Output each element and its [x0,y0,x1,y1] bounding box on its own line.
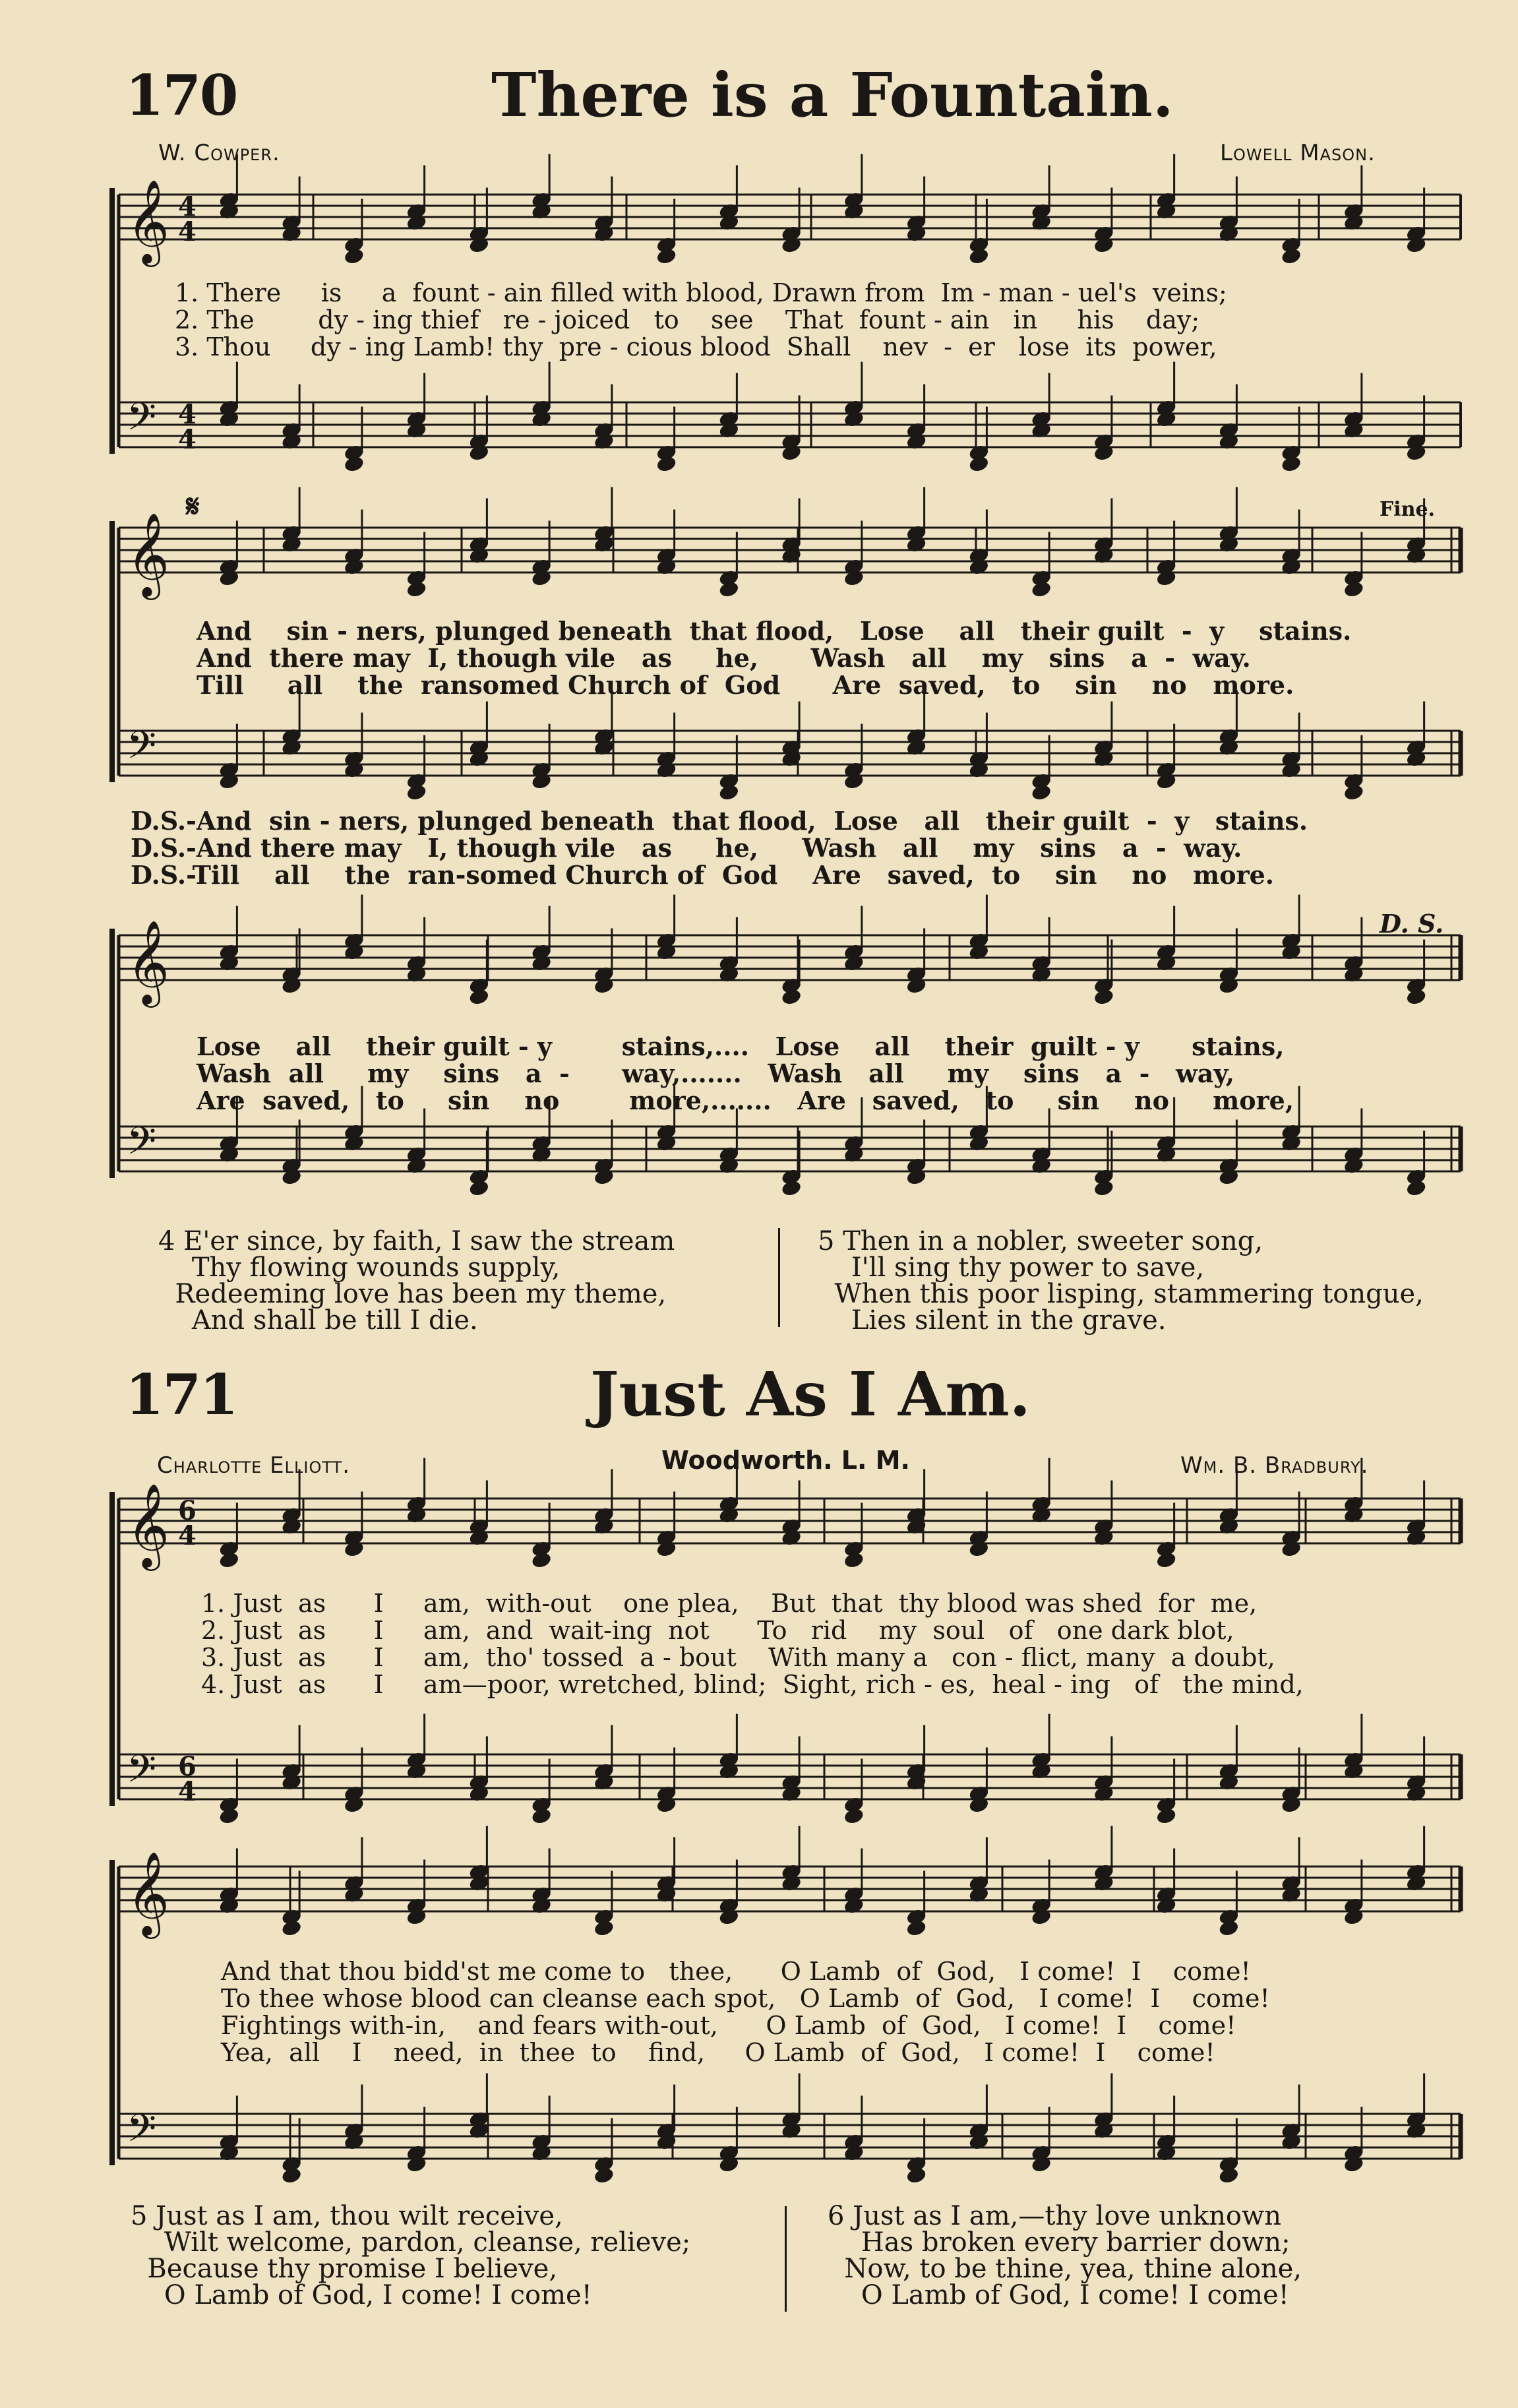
lyric-line: Yea, all I need, in thee to find, O Lamb of God, I come! I come! [221,2038,1215,2067]
hymn-171-composer: Wm. B. Bradbury. [1180,1452,1369,1479]
lyric-line: 2. Just as I am, and wait-ing not To rid my soul of one dark blot, [201,1616,1234,1645]
time-signature: 4 [178,399,197,430]
hymn-171-verse-lines [201,1591,1304,1697]
treble-clef: 𝄞 [127,512,170,596]
lyric-line: 2. The dy - ing thief re - joiced to see That fount - ain in his day; [175,305,1200,334]
fine-mark: Fine. [1380,498,1436,521]
hymn-171-title: Just As I Am. [590,1359,1031,1430]
stanza-line: Wilt welcome, pardon, cleanse, relieve; [131,2227,691,2258]
lyric-line: 3. Thou dy - ing Lamb! thy pre - cious blood Shall nev - er lose its power, [175,332,1217,361]
ds-lyric-lines [131,806,1308,890]
time-signature: 6 [178,1751,197,1782]
hymn-170-composer: Lowell Mason. [1220,140,1376,166]
stanza-line: Has broken every barrier down; [828,2227,1290,2258]
stanza-line: O Lamb of God, I come! I come! [828,2280,1289,2310]
hymn-171-tune: Woodworth. L. M. [661,1446,910,1475]
stanza-divider [778,1228,780,1327]
stanza-line: And shall be till I die. [158,1305,478,1336]
hymn-171-stanza-6 [828,2203,1302,2308]
stanza-line: Thy flowing wounds supply, [158,1252,561,1283]
bass-clef: 𝄢 [127,2106,157,2160]
lyric-line: D.S.-And sin - ners, plunged beneath that flood, Lose all their guilt - y stains. [131,806,1308,836]
bass-clef: 𝄢 [127,394,157,448]
lyric-line: 4. Just as I am—poor, wretched, blind; Sight, rich - es, heal - ing of the mind, [201,1670,1304,1699]
time-signature: 4 [178,1520,197,1551]
hymn-170-number: 170 [125,63,237,128]
hymn-171-number: 171 [125,1362,237,1427]
lyric-line: Till all the ransomed Church of God Are saved, to sin no more. [197,670,1294,700]
time-signature: 4 [178,424,197,455]
treble-clef: 𝄞 [127,1851,170,1935]
lyric-line: And that thou bidd'st me come to thee, O Lamb of God, I come! I come! [221,1957,1251,1986]
stanza-line: 5 Just as I am, thou wilt receive, [131,2201,563,2231]
lyric-line: 3. Just as I am, tho' tossed a - bout With many a con - flict, many a doubt, [201,1643,1275,1672]
lyric-line: Wash all my sins a - way,....... Wash all my sins a - way, [197,1059,1235,1088]
time-signature: 4 [178,1776,197,1807]
bass-clef: 𝄢 [127,1746,157,1801]
hymn-170-repeat-lines [197,1034,1294,1113]
hymn-170-refrain-lines [197,616,1352,700]
stanza-line: 4 E'er since, by faith, I saw the stream [158,1226,675,1256]
stanza-line: Because thy promise I believe, [131,2254,558,2284]
stanza-line: When this poor lisping, stammering tongue, [818,1279,1424,1309]
stanza-line: 5 Then in a nobler, sweeter song, [818,1226,1263,1256]
treble-clef: 𝄞 [127,919,170,1004]
time-signature: 4 [178,216,197,247]
stanza-line: Lies silent in the grave. [818,1305,1167,1336]
lyric-line: And sin - ners, plunged beneath that flood, Lose all their guilt - y stains. [197,616,1352,646]
hymn-170-stanza-5 [818,1228,1424,1334]
stanza-line: 6 Just as I am,—thy love unknown [828,2201,1281,2231]
hymn-170-title: There is a Fountain. [491,59,1174,131]
hymn-171-stanza-5 [131,2203,690,2308]
lyric-line: And there may I, though vile as he, Wash all my sins a - way. [197,643,1251,673]
treble-clef: 𝄞 [127,179,170,263]
lyric-line: 1. Just as I am, with-out one plea, But that thy blood was shed for me, [201,1589,1258,1618]
treble-clef: 𝄞 [127,1483,170,1567]
lyric-line: Lose all their guilt - y stains,.... Lose all their guilt - y stains, [197,1032,1285,1061]
stanza-line: Now, to be thine, yea, thine alone, [828,2254,1302,2284]
lyric-line: Fightings with-in, and fears with-out, O Lamb of God, I come! I come! [221,2011,1236,2040]
ds-mark: D. S. [1380,909,1444,939]
hymn-171-refrain-lines [221,1959,1270,2065]
time-signature: 6 [178,1495,197,1526]
stanza-line: O Lamb of God, I come! I come! [131,2280,592,2310]
stanza-line: I'll sing thy power to save, [818,1252,1205,1283]
time-signature: 4 [178,191,197,222]
stanza-line: Redeeming love has been my theme, [158,1279,667,1309]
lyric-line: D.S.-Till all the ran-somed Church of God Are saved, to sin no more. [131,860,1275,890]
lyric-line: To thee whose blood can cleanse each spot, O Lamb of God, I come! I come! [221,1984,1270,2013]
hymn-170-stanza-4 [158,1228,675,1334]
lyric-line: 1. There is a fount - ain filled with blood, Drawn from Im - man - uel's veins; [175,278,1227,307]
hymn-171-author: Charlotte Elliott. [157,1452,351,1479]
stanza-divider [785,2206,787,2312]
lyric-line: Are saved, to sin no more,....... Are saved, to sin no more, [197,1086,1294,1115]
hymn-170-author: W. Cowper. [158,140,280,166]
hymn-170-verse-lines-1 [175,280,1227,359]
bass-clef: 𝄢 [127,1119,157,1173]
segno-sign: 𝄋 [186,488,200,525]
bass-clef: 𝄢 [127,723,157,777]
lyric-line: D.S.-And there may I, though vile as he, Wash all my sins a - way. [131,833,1242,863]
